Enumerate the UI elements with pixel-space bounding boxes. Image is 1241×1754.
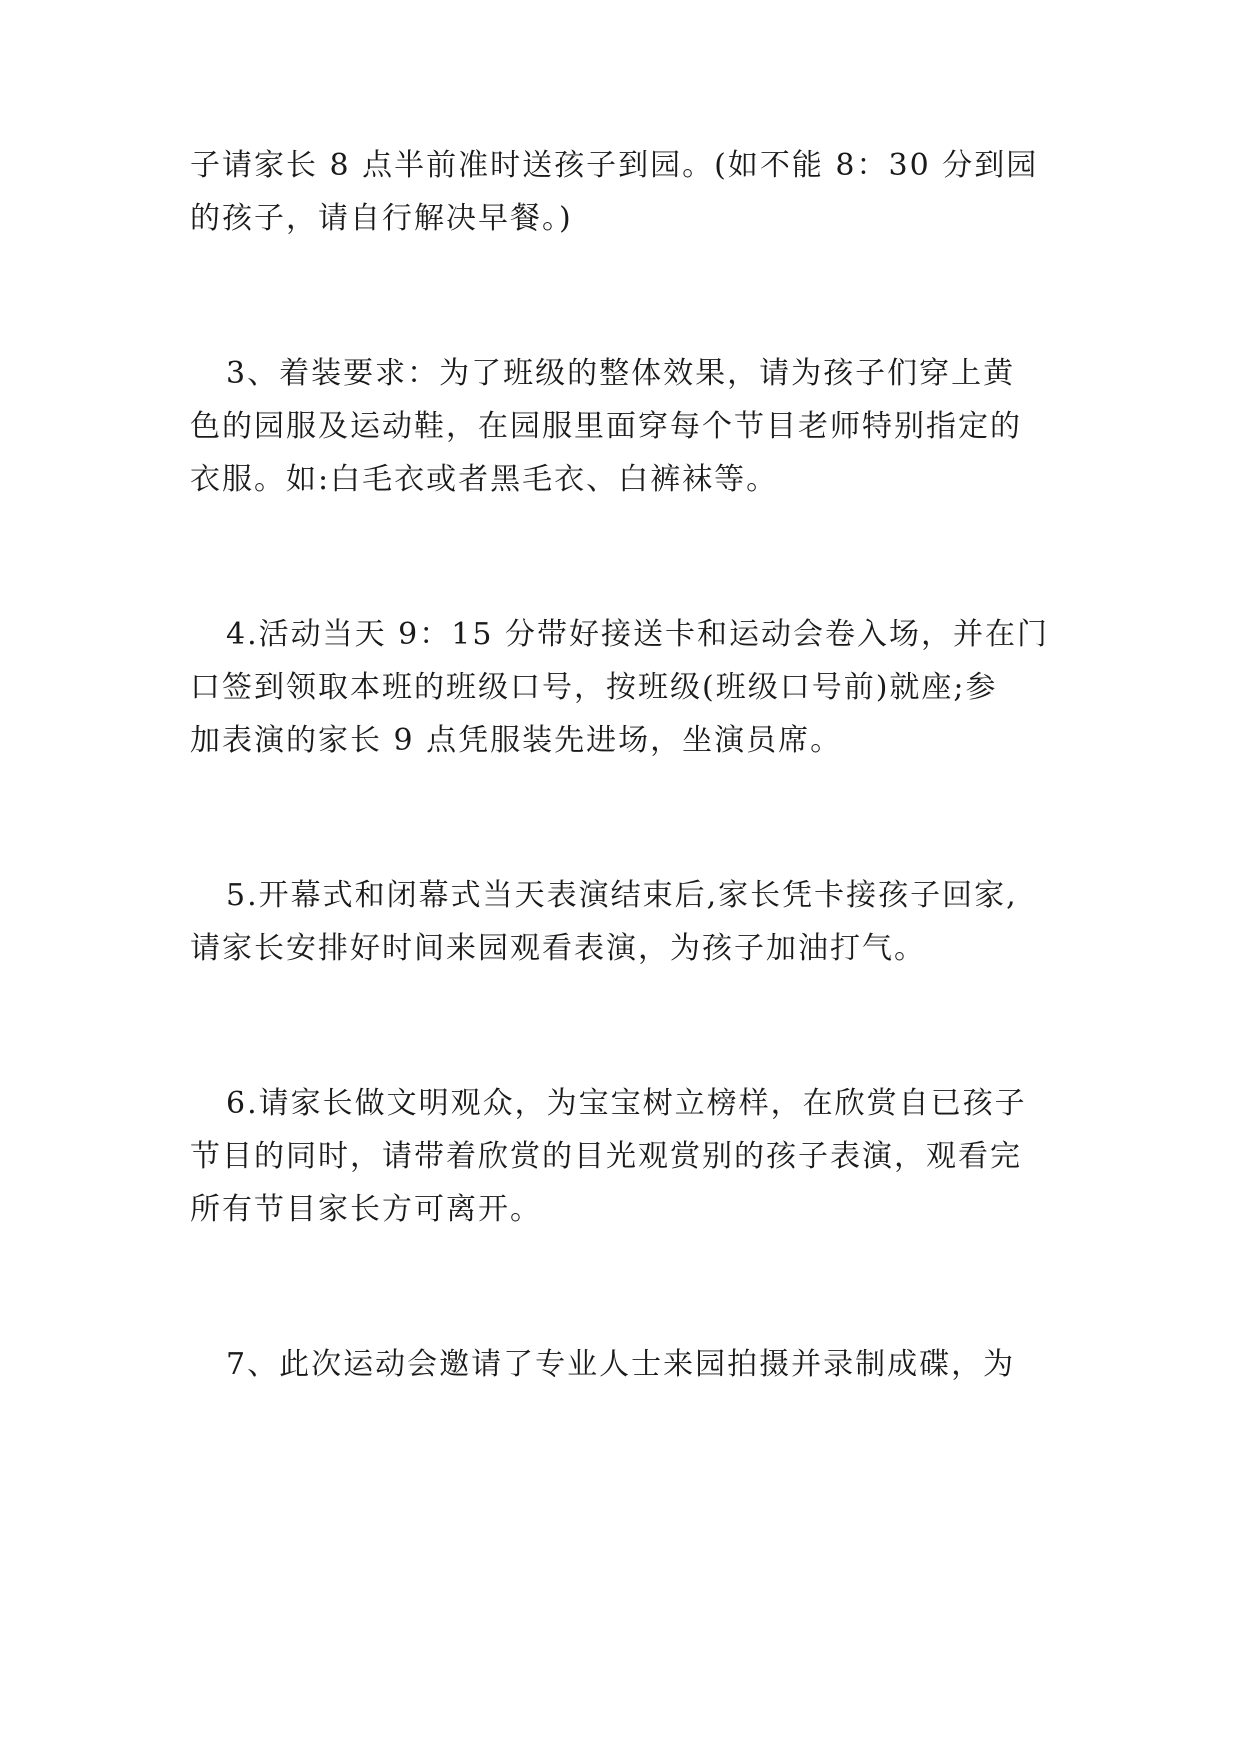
item-3-line-2: 色的园服及运动鞋，在园服里面穿每个节目老师特别指定的 bbox=[190, 409, 1022, 444]
item-4-line-2: 口签到领取本班的班级口号，按班级(班级口号前)就座;参 bbox=[190, 670, 998, 705]
item-6-line-1: 6.请家长做文明观众，为宝宝树立榜样，在欣赏自已孩子 bbox=[226, 1086, 1027, 1121]
item-3-line-1: 3、着装要求：为了班级的整体效果，请为孩子们穿上黄 bbox=[226, 356, 1016, 391]
item-5-line-1: 5.开幕式和闭幕式当天表演结束后,家长凭卡接孩子回家, bbox=[226, 878, 1018, 913]
item-4-line-1: 4.活动当天 9：15 分带好接送卡和运动会卷入场，并在门 bbox=[226, 617, 1049, 652]
item-6-line-2: 节目的同时，请带着欣赏的目光观赏别的孩子表演，观看完 bbox=[190, 1139, 1022, 1174]
item-3-line-3: 衣服。如:白毛衣或者黑毛衣、白裤袜等。 bbox=[190, 462, 779, 497]
paragraph-continued-line-1: 子请家长 8 点半前准时送孩子到园。(如不能 8：30 分到园 bbox=[190, 148, 1039, 183]
item-6-line-3: 所有节目家长方可离开。 bbox=[190, 1192, 542, 1227]
paragraph-continued-line-2: 的孩子，请自行解决早餐。) bbox=[190, 201, 573, 236]
item-7-line-1: 7、此次运动会邀请了专业人士来园拍摄并录制成碟，为 bbox=[226, 1347, 1016, 1382]
item-5-line-2: 请家长安排好时间来园观看表演，为孩子加油打气。 bbox=[190, 931, 926, 966]
item-4-line-3: 加表演的家长 9 点凭服装先进场，坐演员席。 bbox=[190, 723, 843, 758]
